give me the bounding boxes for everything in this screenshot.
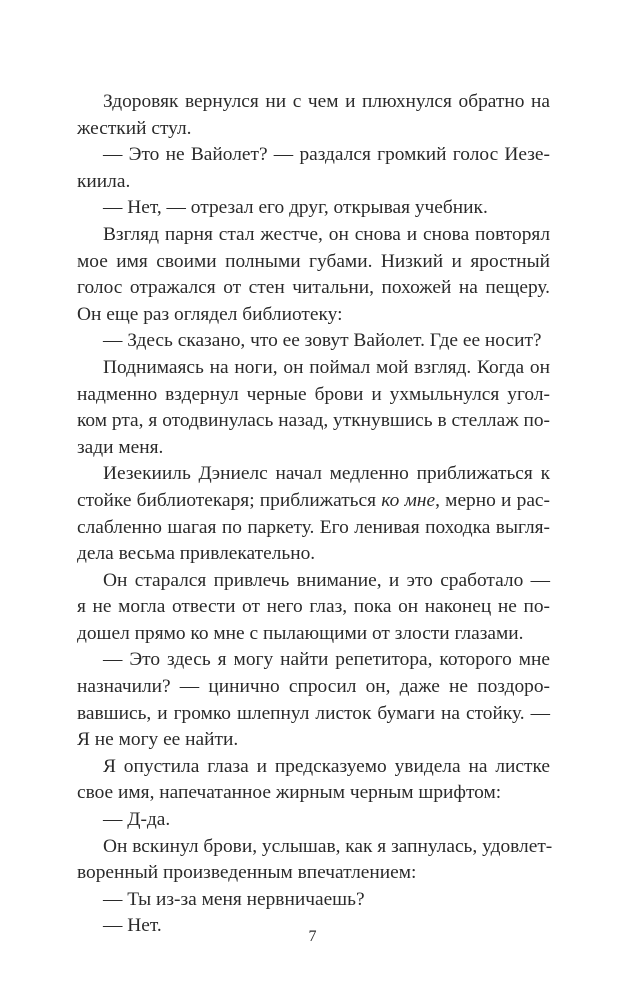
text-line: я не могла отвести от него глаз, пока он наконец не по- [77,596,550,618]
text-line: Я опустила глаза и предсказуемо увидела на листке [103,755,550,777]
text-line: дошел прямо ко мне с пылающими от злости глазами. [77,622,524,644]
text-line: Взгляд парня стал жестче, он снова и снова повторял [103,223,550,245]
text-line: дела весьма привлекательно. [77,543,316,565]
text-line: вавшись, и громко шлепнул листок бумаги на стойку. — [77,702,550,724]
text-line: мое имя своими полными губами. Низкий и яростный [77,250,550,272]
text-line: назначили? — цинично спросил он, даже не поздоро- [77,676,550,698]
text-line: надменно вздернул черные брови и ухмыльнулся угол- [77,383,550,405]
text-line: Иезекииль Дэниелс начал медленно приближаться к [103,463,550,485]
text-line: — Это здесь я могу найти репетитора, которого мне [103,649,550,671]
text-line: слабленно шагая по паркету. Его ленивая походка выгля- [77,516,550,538]
text-line: жесткий стул. [77,117,192,139]
text-line: воренный произведенным впечатлением: [77,862,417,884]
text-line: Он старался привлечь внимание, и это сработало — [103,569,550,591]
text-line: голос отражался от стен читальни, похожей на пещеру. [77,277,550,299]
text-line: Он еще раз оглядел библиотеку: [77,303,343,325]
text-line: зади меня. [77,436,164,458]
text-line: Поднимаясь на ноги, он поймал мой взгляд. Когда он [103,356,550,378]
text-line: Он вскинул брови, услышав, как я запнулась, удовлет- [103,835,553,857]
emphasis-text: ко мне [381,489,436,511]
text-line: свое имя, напечатанное жирным черным шрифтом: [77,782,502,804]
text-line: Здоровяк вернулся ни с чем и плюхнулся обратно на [103,91,550,112]
text-line: — Нет, — отрезал его друг, открывая учебник. [103,197,488,219]
text-line: ком рта, я отодвинулась назад, уткнувшись в стеллаж по- [77,410,550,432]
text-line: — Ты из-за меня нервничаешь? [103,888,365,910]
body-text [77,89,553,940]
text-line: Я не могу ее найти. [77,729,239,751]
text-line: киила. [77,170,131,192]
text-line: — Нет. [103,915,162,937]
text-line: — Это не Вайолет? — раздался громкий голос Иезе- [103,144,550,166]
text-line: — Д-да. [103,809,171,831]
text-line: стойке библиотекаря; приближаться ко мне, мерно и рас- [77,489,550,511]
text-line: — Здесь сказано, что ее зовут Вайолет. Где ее носит? [103,330,542,352]
page-number: 7 [308,928,317,945]
